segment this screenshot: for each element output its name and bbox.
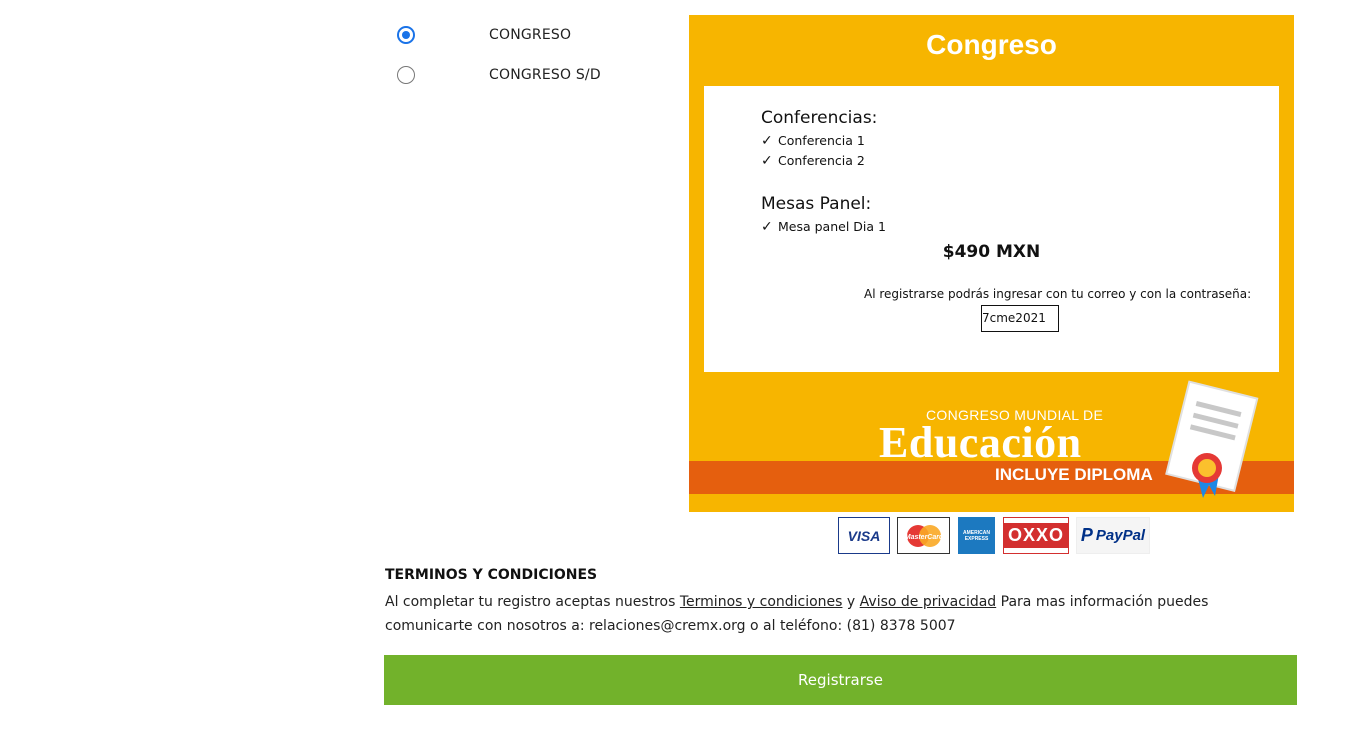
check-icon: ✓ — [761, 153, 773, 169]
mastercard-icon — [902, 522, 946, 550]
paypal-logo: P PayPal — [1076, 517, 1150, 554]
oxxo-logo: OXXO — [1003, 517, 1069, 554]
password-note: Al registrarse podrás ingresar con tu correo y con la contraseña: — [864, 287, 1252, 301]
diploma-label: INCLUYE DIPLOMA — [995, 465, 1153, 484]
mesas-title: Mesas Panel: — [761, 194, 872, 214]
visa-logo: VISA — [838, 517, 890, 554]
list-item: ✓ Conferencia 2 — [761, 153, 865, 169]
conferencias-title: Conferencias: — [761, 108, 878, 128]
terms-title: TERMINOS Y CONDICIONES — [385, 567, 598, 583]
check-icon: ✓ — [761, 219, 773, 235]
radio-label-congreso[interactable]: CONGRESO — [489, 27, 572, 43]
privacy-link[interactable]: Aviso de privacidad — [859, 594, 997, 610]
password-field[interactable]: 7cme2021 — [981, 305, 1059, 332]
logo-title: Educación — [879, 418, 1082, 467]
check-icon: ✓ — [761, 133, 773, 149]
list-item: ✓ Mesa panel Dia 1 — [761, 219, 886, 235]
paypal-icon: P — [1080, 525, 1093, 545]
card-title: Congreso — [926, 29, 1057, 60]
terms-text: Al completar tu registro aceptas nuestros Terminos y condiciones y Aviso de privacidad Para mas información puedes comunicarte con nosotros a: relaciones@cremx.org o al teléfono: (81) 8378 5007 — [385, 594, 1209, 634]
radio-label-congreso-sd[interactable]: CONGRESO S/D — [489, 67, 601, 83]
mastercard-logo — [897, 517, 950, 554]
radio-congreso[interactable] — [397, 26, 415, 44]
amex-logo: AMERICAN EXPRESS — [958, 517, 995, 554]
package-card — [689, 15, 1294, 512]
logo-subtitle: CONGRESO MUNDIAL DE — [926, 407, 1104, 423]
diploma-icon — [1159, 380, 1259, 500]
svg-text:MasterCard: MasterCard — [904, 533, 943, 541]
radio-congreso-sd[interactable] — [397, 66, 415, 84]
card-details — [704, 86, 1279, 372]
list-item: ✓ Conferencia 1 — [761, 133, 865, 149]
terms-link[interactable]: Terminos y condiciones — [679, 594, 843, 610]
price: $490 MXN — [942, 242, 1041, 262]
register-button[interactable]: Registrarse — [384, 655, 1297, 705]
